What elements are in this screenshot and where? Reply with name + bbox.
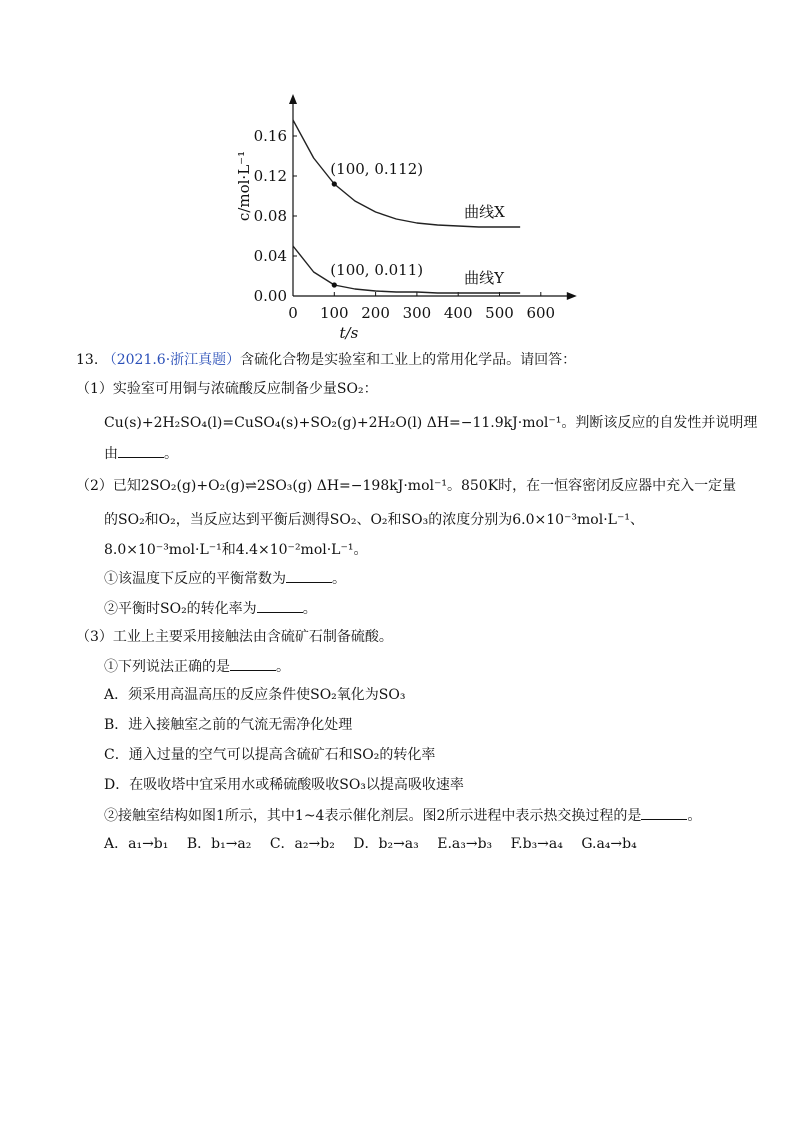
y-axis-arrow: [289, 94, 297, 104]
part1-equation: Cu(s)+2H₂SO₄(l)=CuSO₄(s)+SO₂(g)+2H₂O(l) ΔH=−11.9kJ·mol⁻¹。判断该反应的自发性并说明理: [104, 415, 758, 431]
question-number: 13.: [76, 352, 99, 368]
x-tick-label: 500: [485, 304, 514, 322]
part3-head: （3）工业上主要采用接触法由含硫矿石制备硫酸。: [76, 629, 393, 645]
x-tick-label: 200: [361, 304, 390, 322]
y-tick-label: 0.12: [253, 167, 287, 185]
point-annotation: (100, 0.112): [330, 160, 424, 178]
answer-blank[interactable]: [230, 656, 276, 671]
answer-blank[interactable]: [118, 443, 164, 458]
part2-q1: ①该温度下反应的平衡常数为 。: [104, 568, 346, 589]
y-tick-label: 0.04: [253, 247, 287, 265]
concentration-time-chart: [225, 90, 595, 350]
x-tick-label: 600: [526, 304, 556, 322]
x-axis-label: t/s: [339, 324, 359, 342]
data-point: [332, 181, 337, 186]
x-tick-label: 100: [319, 304, 349, 322]
choice-g[interactable]: G.a₄→b₄: [581, 836, 637, 852]
option-a[interactable]: A．须采用高温高压的反应条件使SO₂氧化为SO₃: [104, 687, 406, 703]
point-annotation: (100, 0.011): [330, 261, 424, 279]
option-d[interactable]: D．在吸收塔中宜采用水或稀硫酸吸收SO₃以提高吸收速率: [104, 777, 464, 793]
series-name-label: 曲线Y: [464, 269, 505, 287]
part2-q2: ②平衡时SO₂的转化率为 。: [104, 598, 317, 619]
answer-blank[interactable]: [257, 598, 303, 613]
x-tick-label: 0: [288, 304, 298, 322]
option-c[interactable]: C．通入过量的空气可以提高含硫矿石和SO₂的转化率: [104, 747, 436, 763]
x-tick-label: 400: [443, 304, 473, 322]
part2-line2: 的SO₂和O₂，当反应达到平衡后测得SO₂、O₂和SO₃的浓度分别为6.0×10⁻³mol·L⁻¹、: [104, 512, 644, 528]
option-b[interactable]: B．进入接触室之前的气流无需净化处理: [104, 717, 353, 733]
choice-b[interactable]: B．b₁→a₂: [186, 836, 252, 852]
part3-q2: ②接触室结构如图1所示，其中1~4表示催化剂层。图2所示进程中表示热交换过程的是 。: [104, 805, 701, 826]
part2-head: （2）已知2SO₂(g)+O₂(g)⇌2SO₃(g) ΔH=−198kJ·mol⁻¹。850K时，在一恒容密闭反应器中充入一定量: [76, 478, 737, 494]
answer-blank[interactable]: [641, 805, 687, 820]
part3-q1: ①下列说法正确的是 。: [104, 656, 290, 677]
choice-c[interactable]: C．a₂→b₂: [269, 836, 335, 852]
answer-blank[interactable]: [286, 568, 332, 583]
series-name-label: 曲线X: [464, 203, 505, 221]
part1-head: （1）实验室可用铜与浓硫酸反应制备少量SO₂：: [76, 381, 378, 397]
y-tick-label: 0.00: [253, 287, 287, 305]
part1-tail: 由 。: [104, 443, 178, 464]
choice-d[interactable]: D．b₂→a₃: [353, 836, 419, 852]
question-header: [76, 350, 576, 370]
part2-line3: 8.0×10⁻³mol·L⁻¹和4.4×10⁻²mol·L⁻¹。: [104, 542, 368, 558]
choice-a[interactable]: A．a₁→b₁: [104, 836, 169, 852]
y-axis-label: c/mol·L⁻¹: [235, 150, 253, 222]
choice-row: [104, 834, 651, 854]
y-tick-label: 0.16: [253, 127, 287, 145]
x-tick-label: 300: [402, 304, 432, 322]
question-stem: 含硫化合物是实验室和工业上的常用化学品。请回答：: [240, 352, 577, 368]
choice-f[interactable]: F.b₃→a₄: [510, 836, 563, 852]
question-source: （2021.6·浙江真题）: [102, 352, 241, 368]
data-point: [332, 282, 337, 287]
y-tick-label: 0.08: [253, 207, 287, 225]
choice-e[interactable]: E.a₃→b₃: [437, 836, 493, 852]
x-axis-arrow: [567, 292, 577, 300]
